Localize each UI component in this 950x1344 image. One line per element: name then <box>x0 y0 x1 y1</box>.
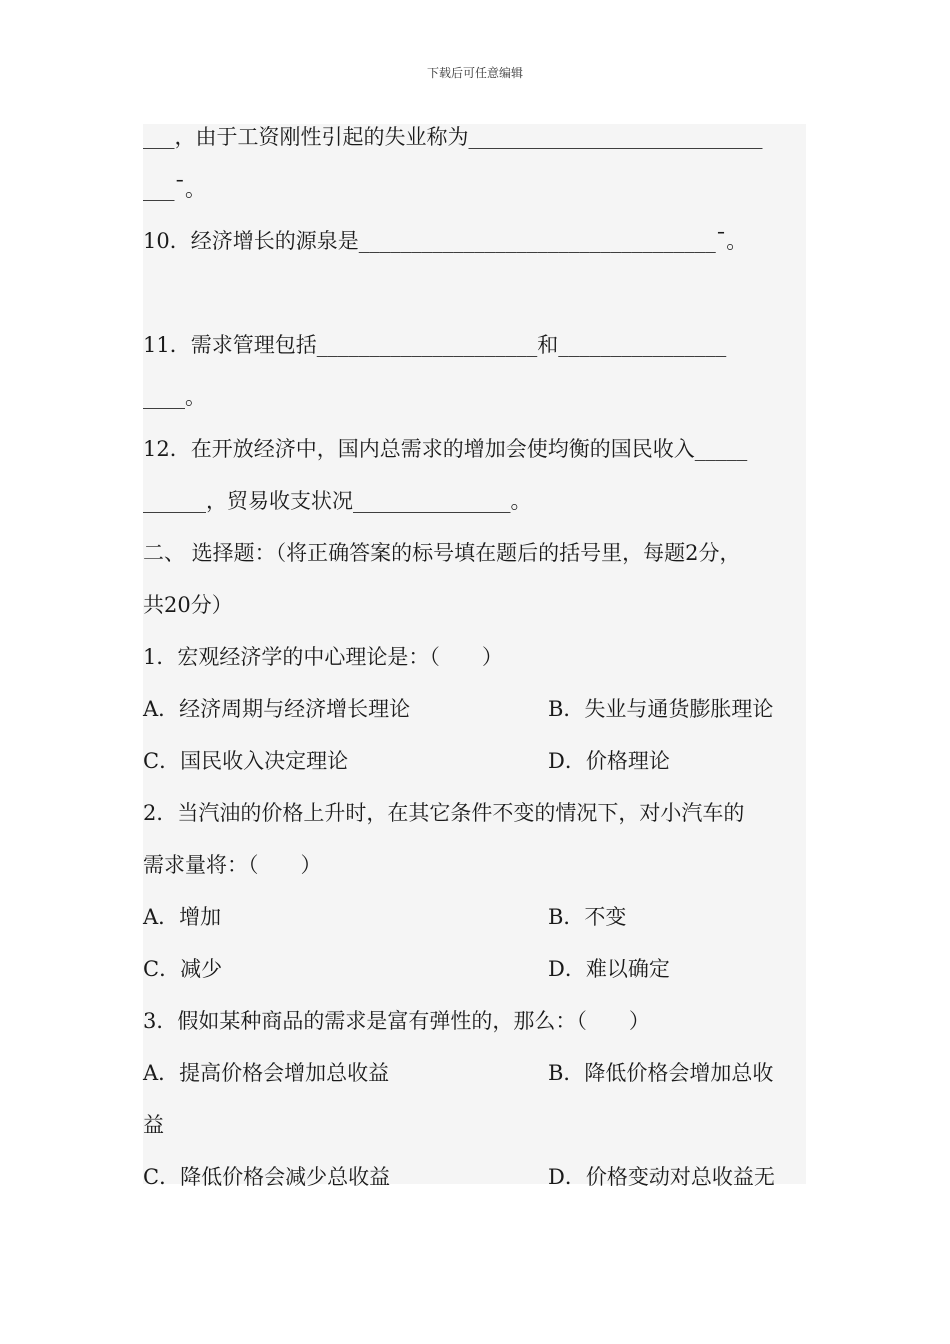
line-text: 2．当汽油的价格上升时，在其它条件不变的情况下，对小汽车的 <box>143 801 745 825</box>
line-text: ____。 <box>143 385 206 409</box>
text-line <box>143 384 206 410</box>
option-left: A．经济周期与经济增长理论 <box>143 697 411 721</box>
text-line <box>143 228 747 254</box>
text-line <box>143 592 233 618</box>
option-right: D．价格理论 <box>548 749 670 773</box>
option-row <box>143 1164 806 1190</box>
text-line <box>143 852 322 878</box>
section-heading <box>143 540 741 566</box>
option-left: C．国民收入决定理论 <box>143 749 349 773</box>
line-text: ___ˉ。 <box>143 177 206 201</box>
option-row <box>143 904 806 930</box>
option-row <box>143 1060 806 1086</box>
option-right: B．降低价格会增加总收 <box>548 1061 774 1085</box>
option-left: A．提高价格会增加总收益 <box>143 1061 390 1085</box>
line-text: 10．经济增长的源泉是__________________________________ˉ。 <box>143 229 748 253</box>
option-right: D．价格变动对总收益无 <box>548 1165 775 1189</box>
line-text: 3．假如某种商品的需求是富有弹性的，那么：（ ） <box>143 1009 650 1033</box>
option-right: B．失业与通货膨胀理论 <box>548 697 774 721</box>
option-left: C．降低价格会减少总收益 <box>143 1165 391 1189</box>
text-line <box>143 176 206 202</box>
question-stem <box>143 1008 650 1034</box>
line-text: 12．在开放经济中，国内总需求的增加会使均衡的国民收入_____ <box>143 437 748 461</box>
line-text: 需求量将：（ ） <box>143 853 322 877</box>
option-left: A．增加 <box>143 905 222 929</box>
text-line <box>143 436 747 462</box>
line-text: 1．宏观经济学的中心理论是：（ ） <box>143 645 503 669</box>
question-stem <box>143 644 503 670</box>
line-text: ___，由于工资刚性引起的失业称为____________________________ <box>143 125 763 149</box>
line-text: 共20分） <box>143 593 233 617</box>
option-row <box>143 956 806 982</box>
line-text: ______，贸易收支状况_______________。 <box>143 489 532 513</box>
document-body <box>143 124 806 1189</box>
text-line <box>143 332 726 358</box>
text-line <box>143 488 532 514</box>
page-header: 下载后可任意编辑 <box>426 66 523 80</box>
option-right: D．难以确定 <box>548 957 670 981</box>
text-line <box>143 124 763 150</box>
line-text: 11．需求管理包括_____________________和________________ <box>143 333 727 357</box>
text-line <box>143 1112 164 1138</box>
option-right: B．不变 <box>548 905 627 929</box>
option-row <box>143 748 806 774</box>
option-row <box>143 696 806 722</box>
line-text: 益 <box>143 1113 164 1137</box>
option-left: C．减少 <box>143 957 223 981</box>
question-stem <box>143 800 744 826</box>
line-text: 二、 选择题：（将正确答案的标号填在题后的括号里，每题2分， <box>143 541 741 565</box>
